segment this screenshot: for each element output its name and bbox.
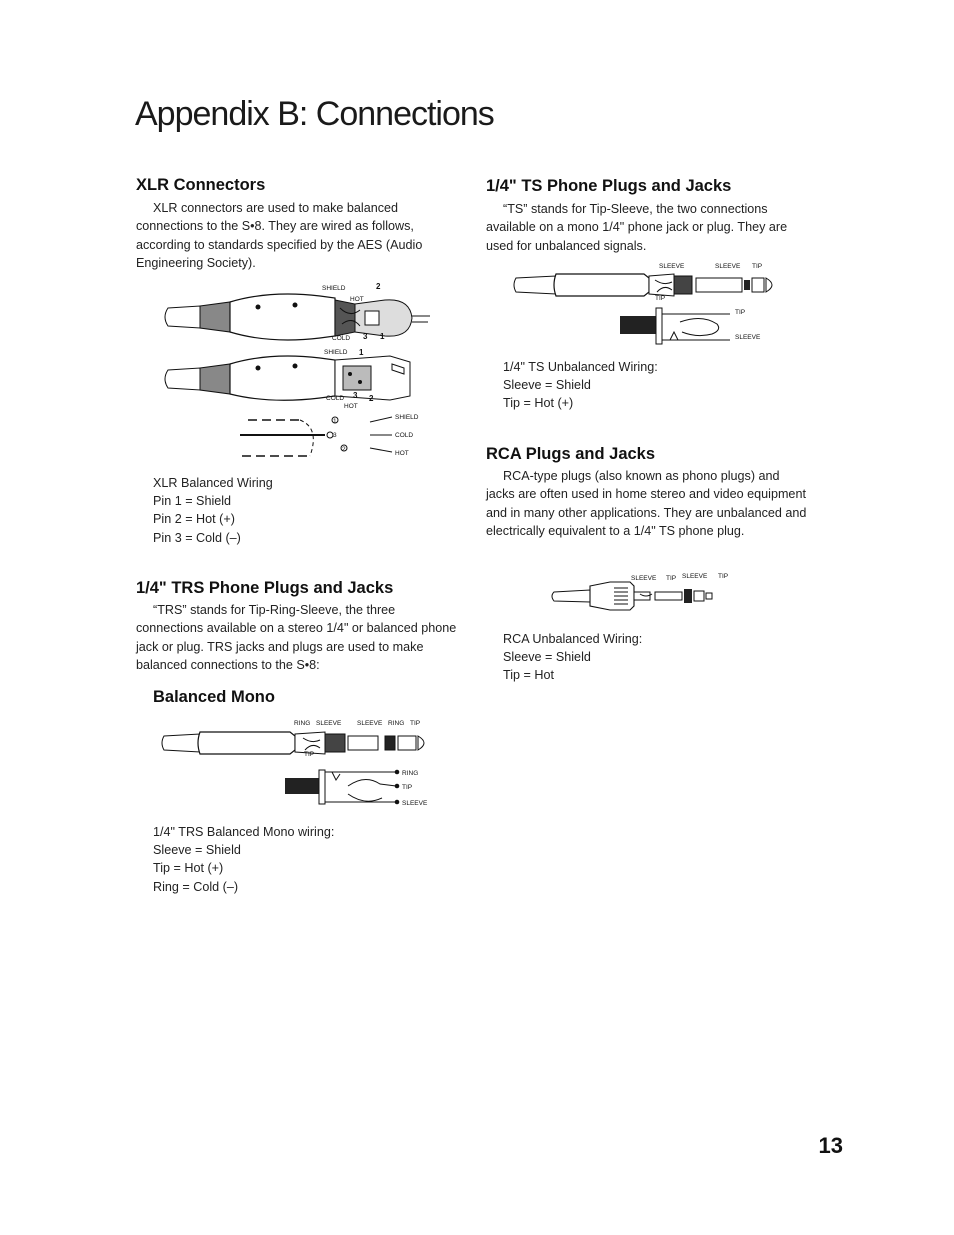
label-cold: COLD <box>332 335 351 342</box>
label-tip: TIP <box>410 720 421 727</box>
label-pin-1: 1 <box>359 348 364 357</box>
wiring-caption: XLR Balanced Wiring <box>153 476 273 490</box>
label-cold: COLD <box>326 395 345 402</box>
rca-connector-figure <box>550 568 750 616</box>
wiring-line: Tip = Hot (+) <box>503 396 574 411</box>
label-ring: RING <box>388 720 405 727</box>
wiring-line: Pin 2 = Hot (+) <box>153 512 235 527</box>
label-sleeve: SLEEVE <box>735 334 761 341</box>
label-pin-2: 2 <box>376 282 381 291</box>
label-cold: COLD <box>395 432 414 439</box>
rca-wiring-list <box>503 630 642 685</box>
label-ring: RING <box>294 720 311 727</box>
label-tip: TIP <box>402 784 413 791</box>
label-hot: HOT <box>350 296 364 303</box>
page-title: Appendix B: Connections <box>135 95 494 133</box>
ts-heading: 1/4" TS Phone Plugs and Jacks <box>486 177 732 195</box>
label-pin-2: 2 <box>342 446 346 453</box>
ts-jack-illustration <box>620 308 730 344</box>
label-hot: HOT <box>395 450 409 457</box>
label-tip: TIP <box>752 263 763 270</box>
label-tip: TIP <box>666 575 677 582</box>
label-tip: TIP <box>718 573 729 580</box>
wiring-line: Sleeve = Shield <box>153 843 241 858</box>
page-number: 13 <box>818 1133 843 1158</box>
label-sleeve: SLEEVE <box>357 720 383 727</box>
wiring-caption: 1/4" TRS Balanced Mono wiring: <box>153 825 335 839</box>
wiring-line: Tip = Hot (+) <box>153 861 224 876</box>
wiring-line: Sleeve = Shield <box>503 650 591 665</box>
label-pin-3: 3 <box>333 432 337 439</box>
label-sleeve: SLEEVE <box>631 575 657 582</box>
rca-heading: RCA Plugs and Jacks <box>486 445 656 463</box>
label-tip: TIP <box>304 751 315 758</box>
label-sleeve: SLEEVE <box>715 263 741 270</box>
balanced-mono-heading: Balanced Mono <box>153 688 275 706</box>
label-sleeve: SLEEVE <box>682 573 708 580</box>
trs-jack-illustration <box>285 770 399 805</box>
label-sleeve: SLEEVE <box>659 263 685 270</box>
trs-plug-illustration <box>162 732 424 754</box>
ts-body: “TS” stands for Tip-Sleeve, the two connections available on a mono 1/4" phone jack or plug. They are used for unbalanced signals. <box>486 202 788 253</box>
wiring-line: Pin 1 = Shield <box>153 494 232 509</box>
xlr-connector-figure <box>160 278 450 468</box>
wiring-caption: RCA Unbalanced Wiring: <box>503 632 643 646</box>
wiring-caption: 1/4" TS Unbalanced Wiring: <box>503 360 658 374</box>
xlr-wiring-diagram <box>240 417 392 456</box>
wiring-line: Ring = Cold (–) <box>153 879 239 894</box>
wiring-line: Pin 3 = Cold (–) <box>153 530 241 545</box>
xlr-male-connector-illustration <box>165 294 430 340</box>
label-pin-3: 3 <box>353 391 358 400</box>
label-ring: RING <box>402 770 419 777</box>
label-pin-3: 3 <box>363 332 368 341</box>
trs-heading: 1/4" TRS Phone Plugs and Jacks <box>136 579 394 597</box>
label-pin-1: 1 <box>380 332 385 341</box>
label-sleeve: SLEEVE <box>402 800 428 807</box>
label-hot: HOT <box>344 403 358 410</box>
trs-body: “TRS” stands for Tip-Ring-Sleeve, the three connections available on a stereo 1/4" or balanced phone jack or plug. TRS jacks and plugs are used to make balanced connections to the S•8: <box>136 603 457 673</box>
label-shield: SHIELD <box>324 349 348 356</box>
label-tip: TIP <box>655 295 666 302</box>
xlr-body: XLR connectors are used to make balanced connections to the S•8. They are wired as follows, according to standards specified by the AES (Audio Engineering Society). <box>136 201 423 271</box>
xlr-wiring-list <box>153 474 273 547</box>
ts-plug-illustration <box>514 274 772 296</box>
wiring-line: Tip = Hot <box>503 668 554 683</box>
wiring-line: Sleeve = Shield <box>503 378 591 393</box>
label-shield: SHIELD <box>395 414 419 421</box>
rca-plug-illustration <box>552 582 712 610</box>
label-pin-2: 2 <box>369 394 374 403</box>
label-pin-1: 1 <box>333 418 337 425</box>
rca-body: RCA-type plugs (also known as phono plugs) and jacks are often used in home stereo and video equipment and in many other applications. They are unbalanced and electrically equivalent to a 1/4" TS phone plug. <box>486 469 807 539</box>
ts-connector-figure <box>512 256 802 348</box>
label-sleeve: SLEEVE <box>316 720 342 727</box>
trs-connector-figure <box>160 714 450 814</box>
trs-wiring-list <box>153 823 334 896</box>
label-shield: SHIELD <box>322 285 346 292</box>
ts-wiring-list <box>503 358 658 413</box>
xlr-heading: XLR Connectors <box>136 176 266 194</box>
label-tip: TIP <box>735 309 746 316</box>
